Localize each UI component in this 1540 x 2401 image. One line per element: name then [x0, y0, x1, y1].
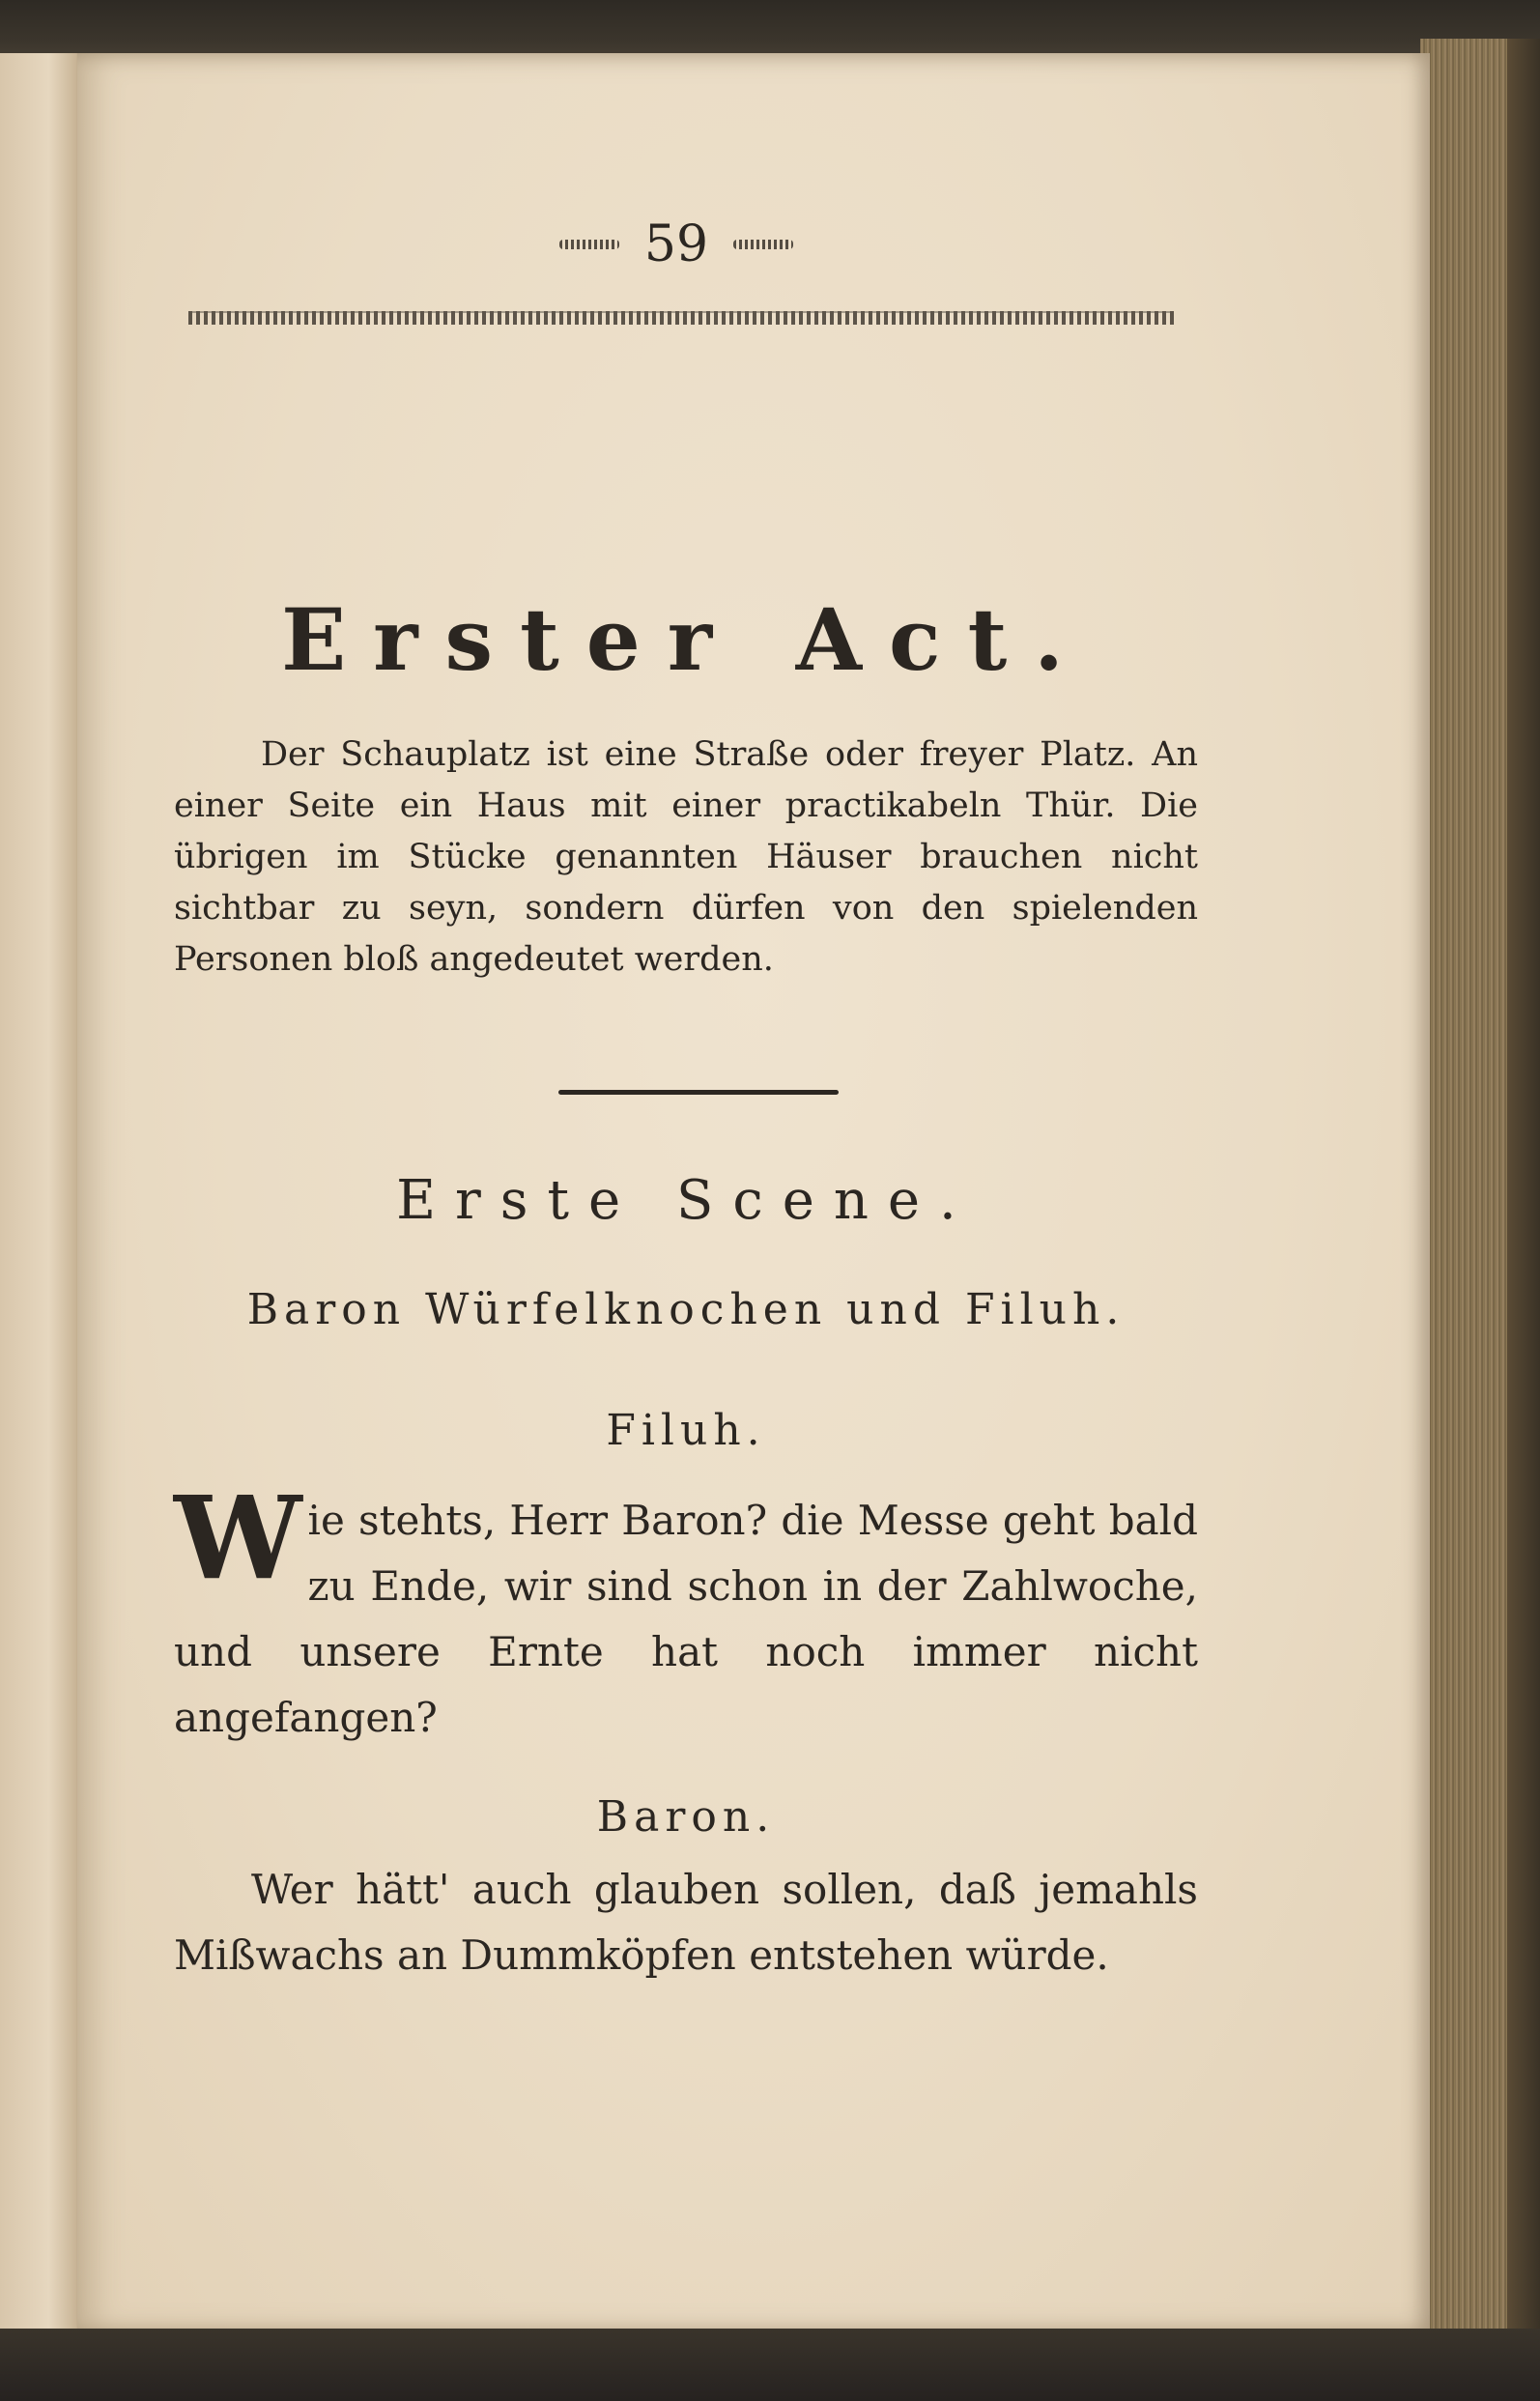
speaker-name: Filuh.: [606, 1406, 766, 1455]
page-header: [512, 211, 841, 278]
speech-paragraph: [174, 1471, 1198, 1751]
speech-text: [174, 1857, 1198, 1988]
section-divider: [558, 1090, 839, 1095]
page-stack-edge: [1420, 39, 1540, 2348]
facing-page-edge: [0, 53, 89, 2343]
scene-characters: Baron Würfelknochen und Filuh.: [246, 1285, 1126, 1334]
page-number: 59: [643, 215, 709, 273]
speech-text: [174, 1471, 1198, 1751]
ornament-left: [559, 240, 619, 249]
stage-direction: Der Schauplatz ist eine Straße oder freyer Platz. An einer Seite ein Haus mit einer practikabeln Thür. Die übrigen im Stücke genannten Häuser brauchen nicht sichtbar zu seyn, sondern dürfen von den spielenden Personen bloß angedeutet werden.: [174, 735, 1198, 979]
scene-title: Erste Scene.: [396, 1169, 976, 1232]
header-rule: [188, 311, 1174, 325]
speech-body: Wer hätt' auch glauben sollen, daß jemahls Mißwachs an Dummköpfen entstehen würde.: [174, 1866, 1198, 1979]
act-title: Erster Act.: [281, 589, 1091, 690]
book-binding-bottom: [0, 2329, 1540, 2401]
speech-body: ie stehts, Herr Baron? die Messe geht bald zu Ende, wir sind schon in der Zahlwoche, und unsere Ernte hat noch immer nicht angefangen?: [174, 1497, 1198, 1741]
ornament-right: [733, 240, 793, 249]
drop-cap: W: [174, 1471, 302, 1605]
speaker-name: Baron.: [596, 1792, 776, 1842]
